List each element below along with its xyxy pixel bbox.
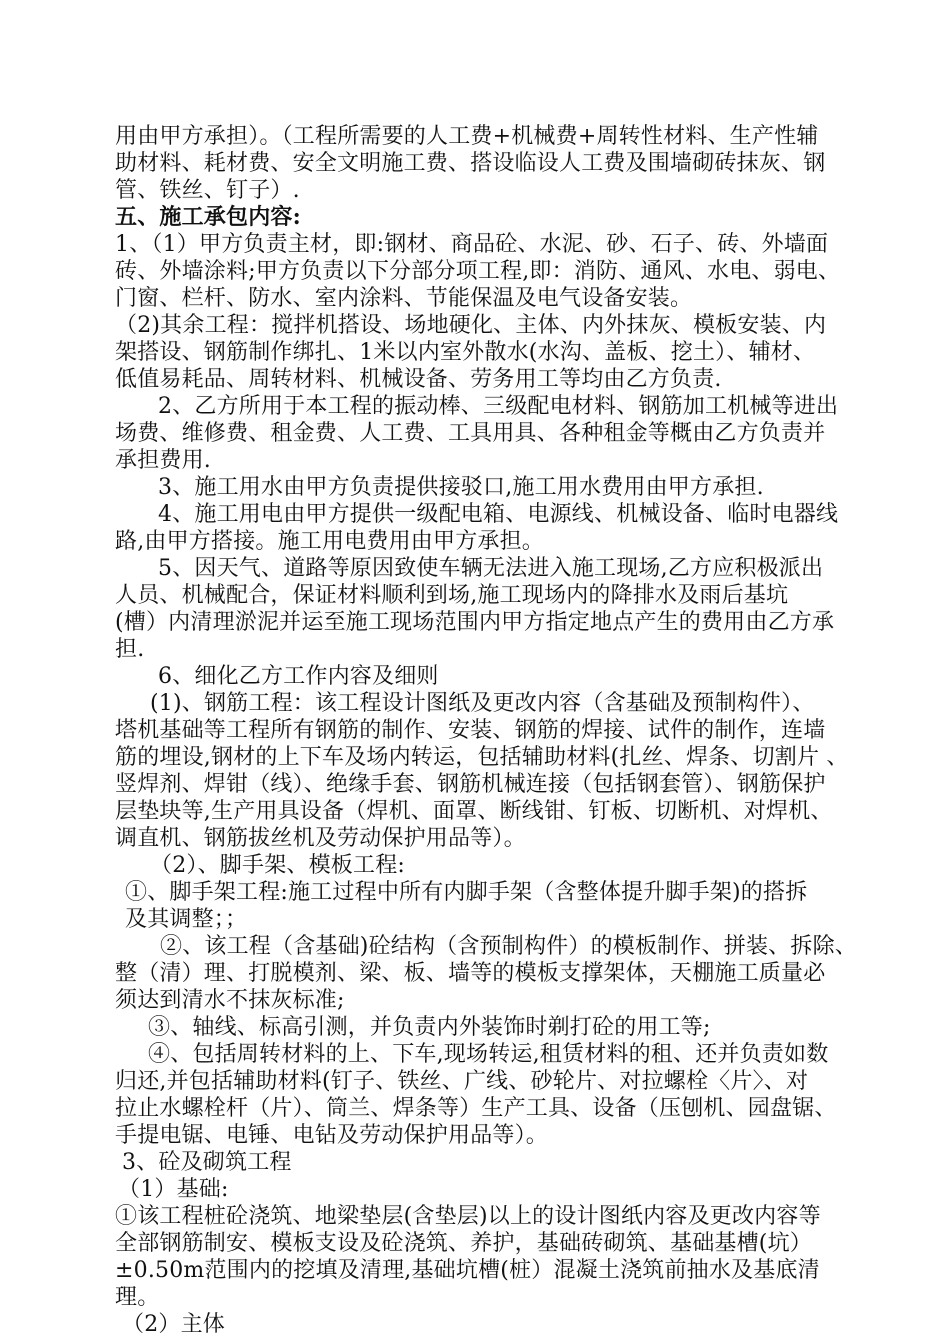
text-line: 用由甲方承担）。（工程所需要的人工费+机械费+周转性材料、生产性辅: [115, 124, 819, 149]
text-line: 管、铁丝、钉子）.: [115, 178, 300, 203]
text-line: ④、包括周转材料的上、下车,现场转运,租赁材料的租、还并负责如数: [148, 1042, 829, 1067]
text-line: 3、砼及砌筑工程: [122, 1150, 292, 1175]
text-line: 塔机基础等工程所有钢筋的制作、安装、钢筋的焊接、试件的制作，连墙: [115, 718, 826, 743]
text-line: 3、施工用水由甲方负责提供接驳口,施工用水费用由甲方承担.: [158, 475, 764, 500]
text-line: 门窗、栏杆、防水、室内涂料、节能保温及电气设备安装。: [115, 286, 693, 311]
text-line: 承担费用.: [115, 448, 211, 473]
text-line: （1）基础:: [118, 1177, 229, 1202]
text-line: 5、因天气、道路等原因致使车辆无法进入施工现场,乙方应积极派出: [158, 556, 824, 581]
section-heading: 五、施工承包内容:: [115, 204, 301, 230]
text-line: 竖焊剂、焊钳（线）、绝缘手套、钢筋机械连接（包括钢套管）、钢筋保护: [115, 772, 826, 797]
text-line: 及其调整；；: [125, 907, 248, 932]
text-line: 手提电锯、电锤、电钻及劳动保护用品等）。: [115, 1123, 549, 1148]
text-line: 2、乙方所用于本工程的振动棒、三级配电材料、钢筋加工机械等进出: [158, 394, 839, 419]
text-line: (槽）内清理淤泥并运至施工现场范围内甲方指定地点产生的费用由乙方承: [115, 610, 835, 635]
text-line: 调直机、钢筋拔丝机及劳动保护用品等）。: [115, 826, 526, 851]
text-line: 理。: [115, 1285, 160, 1310]
text-line: 砖、外墙涂料;甲方负责以下分部分项工程,即：消防、通风、水电、弱电、: [115, 259, 841, 284]
text-line: 人员、机械配合，保证材料顺利到场,施工现场内的降排水及雨后基坑: [115, 583, 789, 608]
text-line: ①该工程桩砼浇筑、地梁垫层(含垫层)以上的设计图纸内容及更改内容等: [115, 1204, 821, 1229]
text-line: ①、脚手架工程:施工过程中所有内脚手架（含整体提升脚手架)的搭拆: [125, 880, 808, 905]
text-line: 须达到清水不抹灰标准;: [115, 988, 345, 1013]
text-line: 拉止水螺栓杆（片）、筒兰、焊条等）生产工具、设备（压刨机、园盘锯、: [115, 1096, 837, 1121]
text-line: 全部钢筋制安、模板支设及砼浇筑、养护，基础砖砌筑、基础基槽(坑）: [115, 1231, 812, 1256]
text-line: （2）主体: [122, 1312, 225, 1337]
text-line: ③、轴线、标高引测，并负责内外装饰时剃打砼的用工等;: [148, 1015, 711, 1040]
text-line: (1)、钢筋工程：该工程设计图纸及更改内容（含基础及预制构件）、: [150, 691, 815, 716]
text-line: 4、施工用电由甲方提供一级配电箱、电源线、机械设备、临时电器线: [158, 502, 839, 527]
text-line: （2)其余工程：搅拌机搭设、场地硬化、主体、内外抹灰、模板安装、内: [115, 313, 827, 338]
text-line: 低值易耗品、周转材料、机械设备、劳务用工等均由乙方负责.: [115, 367, 722, 392]
text-line: 层垫块等,生产用具设备（焊机、面罩、断线钳、钉板、切断机、对焊机、: [115, 799, 833, 824]
text-line: 整（清）理、打脱模剂、梁、板、墙等的模板支撑架体，天棚施工质量必: [115, 961, 826, 986]
text-line: 归还,并包括辅助材料(钉子、铁丝、广线、砂轮片、对拉螺栓〈片〉、对: [115, 1069, 809, 1094]
text-line: 助材料、耗材费、安全文明施工费、搭设临设人工费及围墙砌砖抹灰、钢: [115, 151, 826, 176]
text-line: 6、细化乙方工作内容及细则: [158, 664, 439, 689]
text-line: ②、该工程（含基础)砼结构（含预制构件）的模板制作、拼装、拆除、: [160, 934, 857, 959]
text-line: （2）、脚手架、模板工程:: [150, 853, 406, 878]
text-line: 筋的埋设,钢材的上下车及场内转运，包括辅助材料(扎丝、焊条、切割片 、: [115, 745, 849, 770]
text-line: 场费、维修费、租金费、人工费、工具用具、各种租金等概由乙方负责并: [115, 421, 826, 446]
text-line: 1、（1）甲方负责主材，即:钢材、商品砼、水泥、砂、石子、砖、外墙面: [115, 232, 829, 257]
text-line: ±0.50m范围内的挖填及清理,基础坑槽(桩）混凝土浇筑前抽水及基底清: [115, 1258, 820, 1283]
text-line: 架搭设、钢筋制作绑扎、1米以内室外散水(水沟、盖板、挖土）、辅材、: [115, 340, 816, 365]
text-line: 担.: [115, 637, 145, 662]
text-line: 路,由甲方搭接。施工用电费用由甲方承担。: [115, 529, 544, 554]
